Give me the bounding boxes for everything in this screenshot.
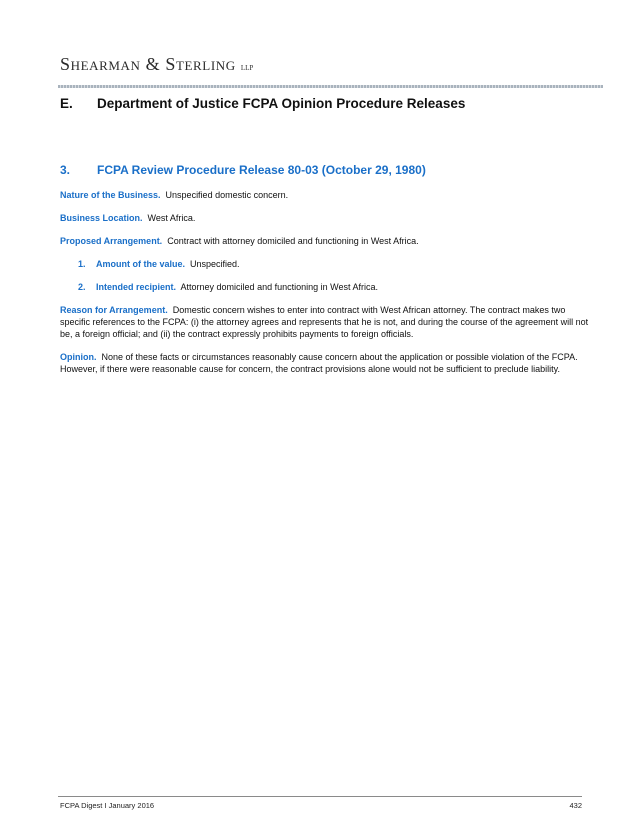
location-text: West Africa. (147, 213, 196, 223)
recipient-number: 2. (78, 282, 86, 292)
nature-text: Unspecified domestic concern. (165, 190, 289, 200)
header-divider (58, 85, 603, 88)
footer-divider (58, 796, 582, 797)
amount-subitem (60, 258, 590, 270)
location-paragraph (60, 212, 590, 224)
amount-number: 1. (78, 259, 86, 269)
location-label: Business Location. (60, 213, 143, 223)
section-heading (60, 96, 465, 111)
page-number: 432 (569, 801, 582, 810)
nature-paragraph (60, 189, 590, 201)
recipient-text: Attorney domiciled and functioning in West Africa. (180, 282, 378, 292)
opinion-paragraph (60, 351, 590, 375)
arrangement-text: Contract with attorney domiciled and functioning in West Africa. (167, 236, 419, 246)
release-title: FCPA Review Procedure Release 80-03 (October 29, 1980) (97, 163, 426, 177)
amount-text: Unspecified. (190, 259, 240, 269)
footer-publication: FCPA Digest I January 2016 (60, 801, 155, 810)
release-number: 3. (60, 163, 71, 177)
reason-label: Reason for Arrangement. (60, 305, 168, 315)
arrangement-label: Proposed Arrangement. (60, 236, 163, 246)
document-body (60, 163, 590, 386)
opinion-label: Opinion. (60, 352, 97, 362)
release-heading (60, 163, 590, 177)
recipient-label: Intended recipient. (96, 282, 177, 292)
opinion-text: None of these facts or circumstances reasonably cause concern about the application or possible violation of the FCPA. However, if there were reasonable cause for concern, the contract provisions alone would not be sufficient to preclude liability. (60, 352, 578, 374)
arrangement-paragraph (60, 235, 590, 247)
recipient-subitem (60, 281, 590, 293)
reason-text: Domestic concern wishes to enter into contract with West African attorney. The contract makes two specific references to the FCPA: (i) the attorney agrees and represents that he is not, and during the course of the agreement will not be, a foreign official; and (ii) the contract expressly prohibits payments to foreign officials. (60, 305, 589, 339)
section-number: E. (60, 96, 73, 111)
firm-logo (60, 54, 253, 75)
section-title: Department of Justice FCPA Opinion Procedure Releases (97, 96, 466, 111)
amount-label: Amount of the value. (96, 259, 186, 269)
firm-suffix: LLP (240, 64, 254, 72)
reason-paragraph (60, 304, 590, 340)
firm-name: Shearman & Sterling (60, 54, 236, 74)
nature-label: Nature of the Business. (60, 190, 161, 200)
